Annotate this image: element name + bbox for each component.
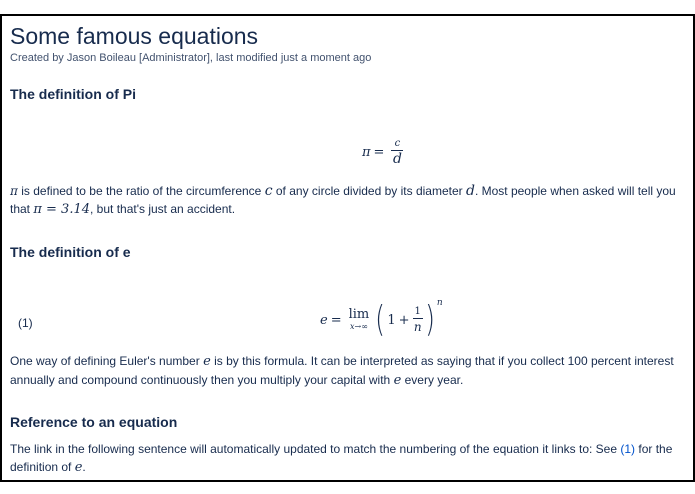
paragraph-reference (10, 440, 680, 477)
inline-math-e: e (74, 460, 83, 475)
eq-pi-equals: = (373, 145, 385, 160)
para-text: is defined to be the ratio of the circumference (17, 184, 265, 198)
eq-e-equals: = (330, 312, 342, 328)
section-heading-pi: The definition of Pi (10, 86, 136, 102)
eq-e-plus: + (398, 312, 410, 328)
eq-e-denominator: n (413, 319, 422, 334)
eq-e-right-paren: ) (424, 299, 435, 340)
para-text: . Most people when asked will tell you that (10, 184, 676, 216)
equation-number-label: (1) (18, 316, 33, 330)
para-text: The link in the following sentence will automatically updated to match the numbering of the equation it links to: See (10, 442, 621, 456)
eq-e-exponent: n (436, 298, 443, 308)
para-text: . (82, 460, 86, 474)
inline-math-c: c (264, 183, 273, 199)
eq-pi-lhs: π (362, 145, 371, 160)
page-frame (0, 14, 695, 482)
page-title: Some famous equations (10, 23, 259, 49)
paragraph-e (10, 352, 680, 390)
equation-pi (362, 138, 403, 167)
eq-e-limit (349, 308, 370, 332)
eq-e-left-paren: ( (375, 299, 386, 340)
eq-e-lim-text: lim (348, 307, 370, 322)
eq-e-lhs: e (320, 312, 328, 328)
eq-e-lim-subscript: x→∞ (349, 322, 368, 331)
equation-reference-link[interactable]: (1) (620, 442, 636, 456)
eq-e-one: 1 (387, 312, 396, 328)
eq-e-numerator: 1 (414, 305, 421, 317)
eq-e-fraction (413, 306, 423, 335)
eq-pi-fraction (391, 138, 403, 167)
inline-math-e: e (393, 373, 402, 388)
para-text: is by this formula. It can be interpreted as saying that if you collect 100 percent interest annually and compound continuously then you multiply your capital with (10, 354, 674, 387)
inline-math-pi: π (10, 184, 18, 198)
inline-math-approx: π = 3.14 (33, 202, 91, 217)
page-byline: Created by Jason Boileau [Administrator], last modified just a moment ago (10, 52, 372, 64)
inline-math-d: d (465, 183, 475, 199)
equation-e (320, 300, 443, 340)
section-heading-e (10, 244, 131, 260)
para-text: , but that's just an accident. (90, 202, 236, 216)
para-text: every year. (401, 373, 464, 387)
section-heading-reference: Reference to an equation (10, 414, 178, 430)
eq-pi-denominator: d (392, 151, 402, 167)
para-text: of any circle divided by its diameter (272, 184, 466, 198)
inline-math-e: e (203, 354, 211, 369)
para-text: for the definition of (10, 442, 673, 474)
section-heading-e-text: The definition of e (10, 244, 131, 260)
eq-pi-numerator: c (394, 138, 401, 149)
paragraph-pi (10, 182, 694, 219)
para-text: One way of defining Euler's number (10, 354, 204, 368)
